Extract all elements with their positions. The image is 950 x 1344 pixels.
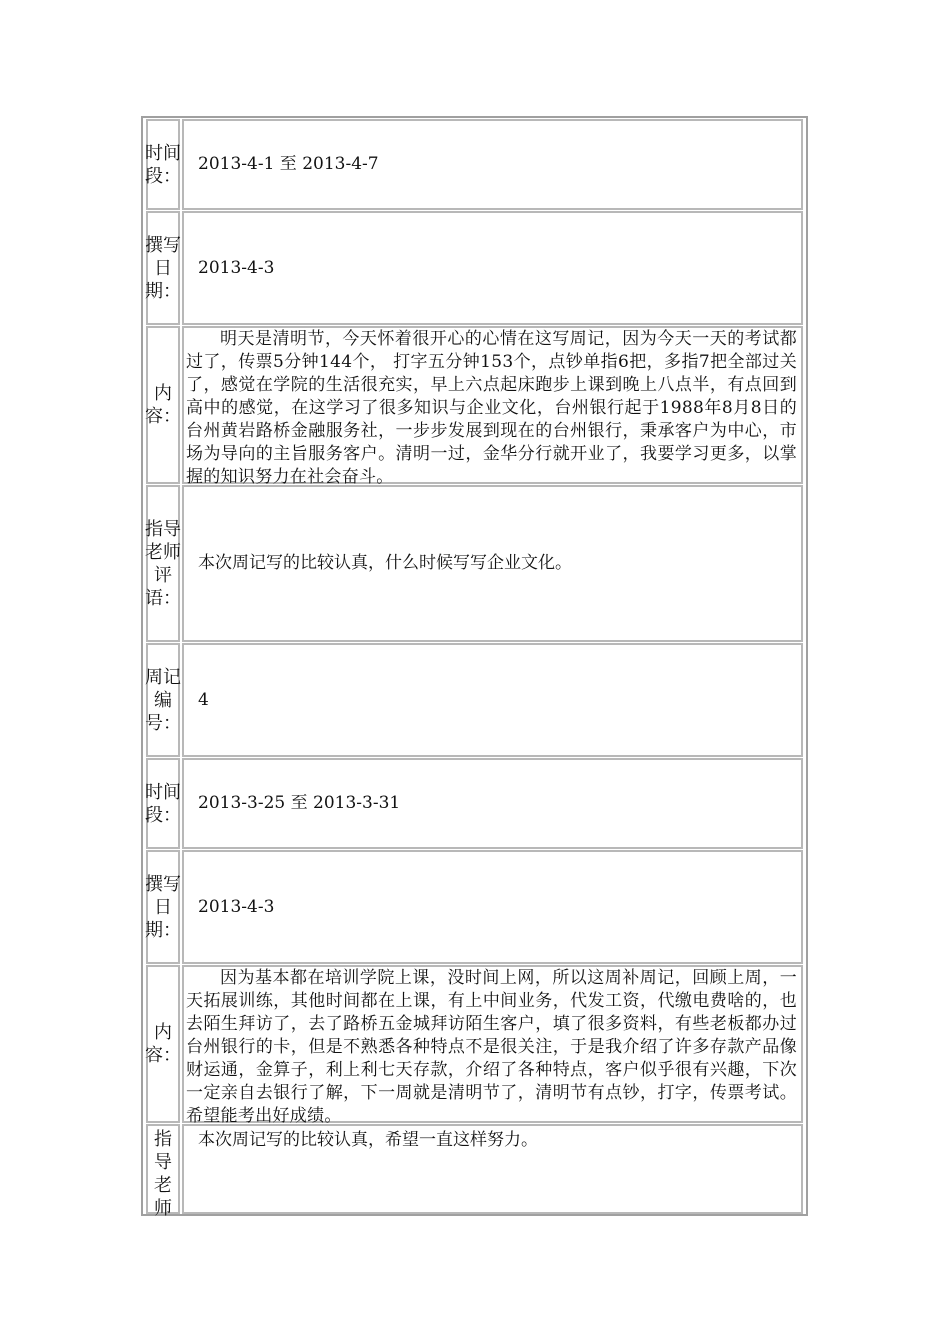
row-label-journal-number: 周记编号：: [146, 643, 180, 757]
table-row: [145, 326, 803, 487]
table-row: [146, 850, 803, 964]
journal-table: [141, 116, 808, 1219]
row-label-period: 时间段：: [146, 758, 180, 849]
row-label-write-date: 撰写日期：: [146, 850, 180, 964]
row-label-content: 内容：: [146, 326, 180, 484]
row-value-content: 因为基本都在培训学院上课，没时间上网，所以这周补周记，回顾上周，一天拓展训练，其他时间都在上课，有上中间业务，代发工资，代缴电费啥的，也去陌生拜访了，去了路桥五金城拜访陌生客户，填了很多资料，有些老板都办过台州银行的卡，但是不熟悉各种特点不是很关注，于是我介绍了许多存款产品像财运通，金算子，利上利七天存款，介绍了各种特点，客户似乎很有兴趣，下次一定亲自去银行了解，下一周就是清明节了，清明节有点钞，打字，传票考试。希望能考出好成绩。: [186, 968, 797, 1126]
table-row: [146, 211, 803, 325]
table-row: [146, 1124, 803, 1219]
row-label-period: 时间段：: [146, 119, 180, 210]
row-value-period: 2013-4-1 至 2013-4-7: [182, 119, 803, 210]
row-value-teacher-comment: 本次周记写的比较认真，什么时候写写企业文化。: [182, 485, 803, 642]
table-row: [146, 119, 803, 210]
row-value-content: 明天是清明节，今天怀着很开心的心情在这写周记，因为今天一天的考试都过了，传票5分钟144个， 打字五分钟153个，点钞单指6把，多指7把全部过关了，感觉在学院的生活很充实，早上六点起床跑步上课到晚上八点半，有点回到高中的感觉，在这学习了很多知识与企业文化，台州银行起于1988年8月8日的台州黄岩路桥金融服务社，一步步发展到现在的台州银行，秉承客户为中心，市场为导向的主旨服务客户。清明一过，金华分行就开业了，我要学习更多，以掌握的知识努力在社会奋斗。: [186, 329, 797, 487]
row-label-write-date: 撰写日期：: [146, 211, 180, 325]
row-value-write-date: 2013-4-3: [182, 211, 803, 325]
row-label-teacher-comment: 指导老师评语：: [146, 485, 180, 642]
table-row: [145, 965, 803, 1126]
row-label-content: 内容：: [146, 965, 180, 1123]
row-value-period: 2013-3-25 至 2013-3-31: [182, 758, 803, 849]
row-value-teacher-comment: 本次周记写的比较认真，希望一直这样努力。: [182, 1124, 803, 1214]
row-label-teacher: 指导老师: [146, 1124, 180, 1214]
row-value-write-date: 2013-4-3: [182, 850, 803, 964]
table-row: [146, 485, 803, 642]
table-row: [146, 758, 803, 849]
row-value-journal-number: 4: [182, 643, 803, 757]
table-row: [146, 643, 803, 757]
